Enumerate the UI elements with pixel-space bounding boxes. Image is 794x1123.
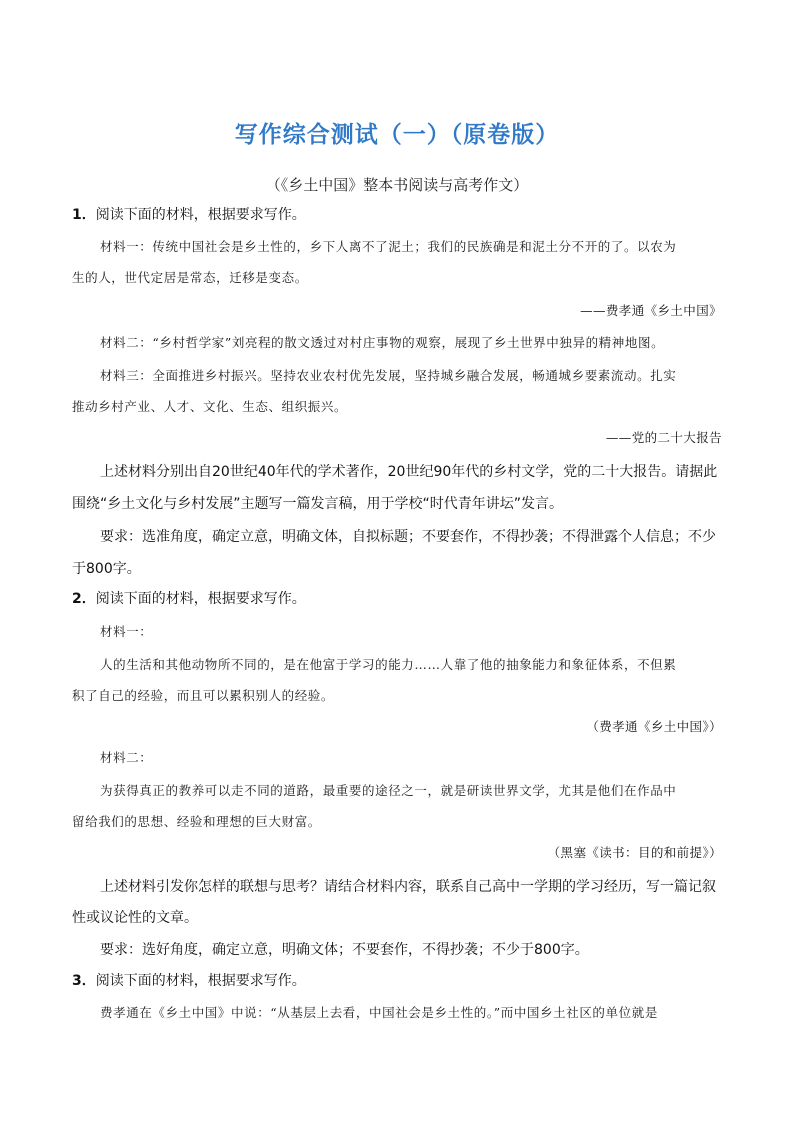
q2-material2-line2: 留给我们的思想、经验和理想的巨大财富。: [72, 814, 321, 829]
page-subtitle: （《乡土中国》整本书阅读与高考作文）: [265, 176, 529, 194]
q1-task-line2: 围绕“乡土文化与乡村发展”主题写一篇发言稿，用于学校“时代青年讲坛”发言。: [72, 496, 564, 512]
page-title: 写作综合测试（一）（原卷版）: [234, 122, 560, 148]
q2-material1-line2: 积了自己的经验，而且可以累积别人的经验。: [72, 688, 335, 703]
q1-material2: 材料二：“乡村哲学家”刘亮程的散文透过对村庄事物的观察，展现了乡土世界中独异的精神地图。: [100, 335, 665, 350]
q2-task-line2: 性或议论性的文章。: [72, 910, 198, 926]
q2-requirement: 要求：选好角度，确定立意，明确文体；不要套作，不得抄袭；不少于800字。: [100, 942, 589, 958]
q3-number: 3．: [72, 973, 96, 989]
q1-prompt: [72, 204, 306, 224]
q2-material1-heading: 材料一：: [100, 624, 153, 639]
q3-prompt-text: 阅读下面的材料，根据要求写作。: [95, 973, 306, 989]
q1-requirement-line1: 要求：选准角度，确定立意，明确文体，自拟标题；不要套作，不得抄袭；不得泄露个人信息；不少: [100, 529, 716, 545]
q3-prompt: [72, 970, 306, 990]
q2-material2-source: （黑塞《读书：目的和前提》）: [547, 845, 722, 860]
q3-material-line1: 费孝通在《乡土中国》中说：“从基层上去看，中国社会是乡土性的。”而中国乡土社区的单位就是: [100, 1005, 658, 1020]
q2-material2-line1: 为获得真正的教养可以走不同的道路，最重要的途径之一，就是研读世界文学，尤其是他们在作品中: [100, 783, 677, 798]
q2-material1-source: （费孝通《乡土中国》）: [586, 719, 722, 734]
q2-material2-heading: 材料二：: [100, 750, 153, 765]
q2-prompt-text: 阅读下面的材料，根据要求写作。: [95, 591, 306, 607]
q1-material1-source: ——费孝通《乡土中国》: [580, 303, 722, 318]
q1-requirement-line2: 于800字。: [72, 561, 141, 577]
q1-material3-line1: 材料三：全面推进乡村振兴。坚持农业农村优先发展，坚持城乡融合发展，畅通城乡要素流动。扎实: [100, 368, 677, 383]
q1-material3-line2: 推动乡村产业、人才、文化、生态、组织振兴。: [72, 399, 348, 414]
q1-task-line1: 上述材料分别出自20世纪40年代的学术著作，20世纪90年代的乡村文学，党的二十大报告。请据此: [100, 464, 718, 480]
q2-prompt: [72, 588, 306, 608]
q1-number: 1．: [72, 207, 96, 223]
q2-number: 2．: [72, 591, 96, 607]
q1-prompt-text: 阅读下面的材料，根据要求写作。: [95, 207, 306, 223]
q2-task-line1: 上述材料引发你怎样的联想与思考？请结合材料内容，联系自己高中一学期的学习经历，写一篇记叙: [100, 879, 716, 895]
q2-material1-line1: 人的生活和其他动物所不同的，是在他富于学习的能力……人靠了他的抽象能力和象征体系，不但累: [100, 657, 677, 672]
q1-material1-line1: 材料一：传统中国社会是乡土性的，乡下人离不了泥土；我们的民族确是和泥土分不开的了。以农为: [100, 239, 677, 254]
q1-material3-source: ——党的二十大报告: [605, 430, 722, 445]
q1-material1-line2: 生的人，世代定居是常态，迁移是变态。: [72, 270, 308, 285]
